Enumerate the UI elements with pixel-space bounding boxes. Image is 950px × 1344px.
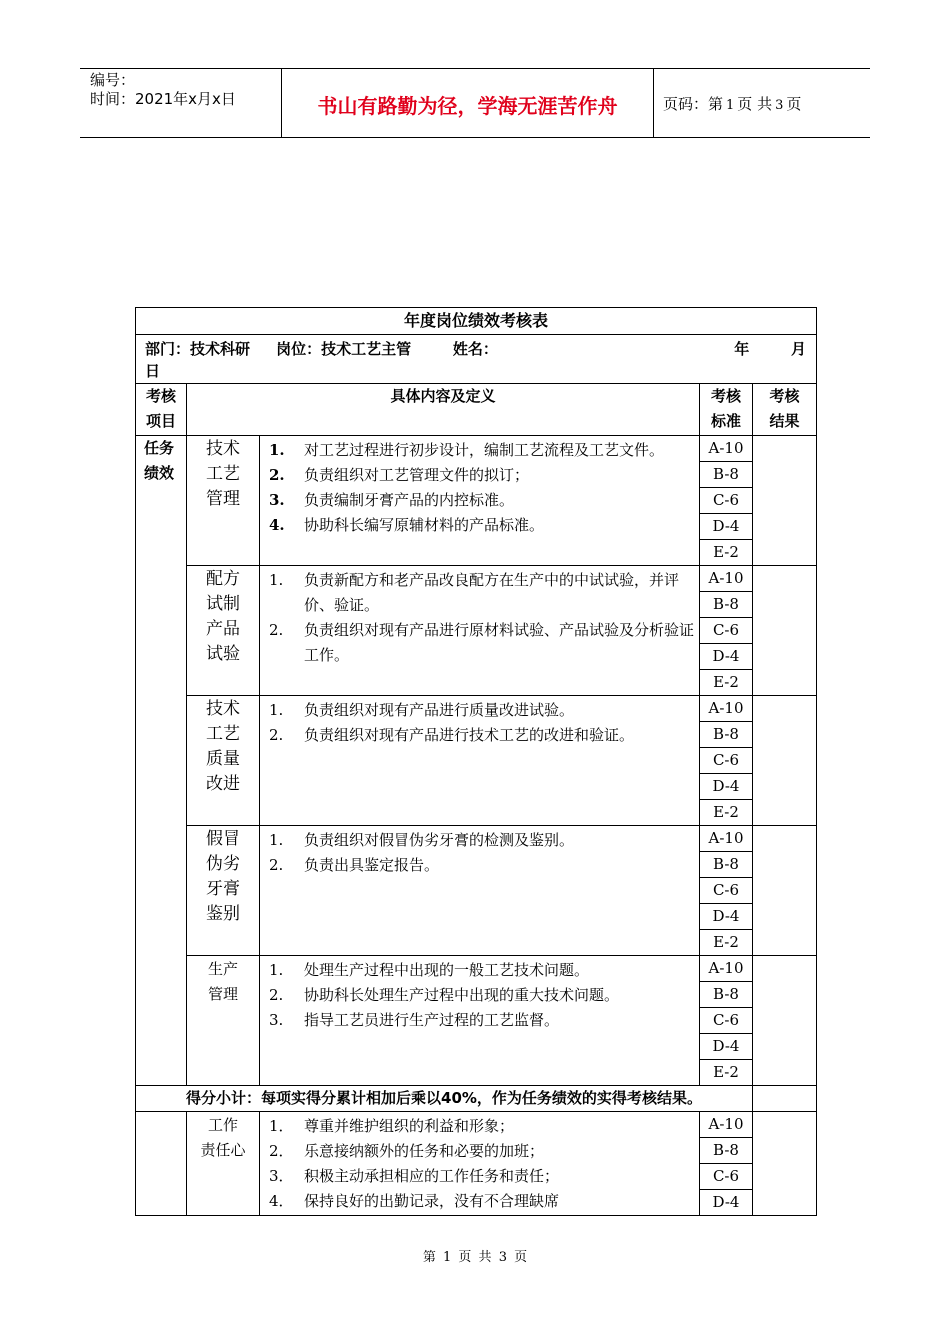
list-item xyxy=(260,698,699,723)
item-text: 指导工艺员进行生产过程的工艺监督。 xyxy=(304,1011,560,1029)
sub-item-name: 配方 试制 产品 试验 xyxy=(187,566,260,696)
list-item xyxy=(260,828,699,853)
list-item xyxy=(260,853,699,878)
item-number: 1. xyxy=(269,441,285,459)
col-header-content: 具体内容及定义 xyxy=(187,384,700,436)
grade-standard: A-10 xyxy=(700,956,753,982)
info-year-month: 年 月 xyxy=(734,340,807,358)
item-text: 负责组织对现有产品进行原材料试验、产品试验及分析验证工作。 xyxy=(304,621,695,664)
code-label: 编号： xyxy=(90,71,136,89)
sub-item-name: 技术 工艺 管理 xyxy=(187,436,260,566)
form-title: 年度岗位绩效考核表 xyxy=(136,308,817,335)
item-definitions xyxy=(260,696,700,826)
grade-standard: C-6 xyxy=(700,618,753,644)
grade-standard: E-2 xyxy=(700,1060,753,1086)
evaluation-table xyxy=(135,307,817,1216)
grade-standard: D-4 xyxy=(700,514,753,540)
list-item xyxy=(260,958,699,983)
result-cell[interactable] xyxy=(753,436,817,566)
col-header-item: 考核 项目 xyxy=(136,384,187,436)
item-number: 3. xyxy=(269,491,285,509)
subtotal-row xyxy=(136,1086,817,1112)
item-definitions xyxy=(260,436,700,566)
item-number: 2. xyxy=(269,856,284,874)
item-number: 4． xyxy=(269,1192,294,1210)
category-task-performance: 任务 绩效 xyxy=(136,436,187,1086)
item-text: 负责组织对现有产品进行技术工艺的改进和验证。 xyxy=(304,726,635,744)
grade-standard: B-8 xyxy=(700,722,753,748)
form-info xyxy=(136,335,817,384)
sub-item-name: 工作 责任心 xyxy=(187,1112,260,1216)
result-cell[interactable] xyxy=(753,696,817,826)
list-item xyxy=(260,618,699,668)
grade-standard: D-4 xyxy=(700,1034,753,1060)
grade-standard: A-10 xyxy=(700,826,753,852)
list-item xyxy=(260,1114,699,1139)
item-text: 尊重并维护组织的利益和形象； xyxy=(304,1117,515,1135)
subtotal-result[interactable] xyxy=(753,1086,817,1112)
table-row xyxy=(136,436,817,462)
grade-standard: C-6 xyxy=(700,748,753,774)
grade-standard: E-2 xyxy=(700,670,753,696)
result-cell[interactable] xyxy=(753,956,817,1086)
grade-standard: A-10 xyxy=(700,566,753,592)
col-header-result: 考核 结果 xyxy=(753,384,817,436)
grade-standard: B-8 xyxy=(700,1138,753,1164)
list-item xyxy=(260,488,699,513)
info-line: 部门：技术科研 岗位：技术工艺主管 姓名： xyxy=(145,340,498,358)
item-number: 2. xyxy=(269,466,285,484)
grade-standard: B-8 xyxy=(700,592,753,618)
item-definitions xyxy=(260,956,700,1086)
item-text: 负责组织对假冒伪劣牙膏的检测及鉴别。 xyxy=(304,831,575,849)
grade-standard: C-6 xyxy=(700,878,753,904)
sub-item-name: 技术 工艺 质量 改进 xyxy=(187,696,260,826)
grade-standard: C-6 xyxy=(700,1164,753,1190)
table-row xyxy=(136,826,817,852)
category-attitude xyxy=(136,1112,187,1216)
item-text: 负责组织对工艺管理文件的拟订； xyxy=(304,466,530,484)
page-header xyxy=(80,68,870,138)
result-cell[interactable] xyxy=(753,566,817,696)
item-text: 对工艺过程进行初步设计，编制工艺流程及工艺文件。 xyxy=(304,441,665,459)
item-number: 2. xyxy=(269,621,284,639)
item-text: 负责出具鉴定报告。 xyxy=(304,856,440,874)
item-text: 处理生产过程中出现的一般工艺技术问题。 xyxy=(304,961,590,979)
item-number: 2． xyxy=(269,1142,294,1160)
grade-standard: A-10 xyxy=(700,436,753,462)
item-text: 积极主动承担相应的工作任务和责任； xyxy=(304,1167,560,1185)
item-text: 保持良好的出勤记录，没有不合理缺席 xyxy=(304,1192,560,1210)
item-number: 1. xyxy=(269,961,284,979)
item-number: 1． xyxy=(269,1117,294,1135)
item-text: 负责新配方和老产品改良配方在生产中的中试试验，并评价、验证。 xyxy=(304,571,680,614)
grade-standard: C-6 xyxy=(700,488,753,514)
result-cell[interactable] xyxy=(753,826,817,956)
item-number: 1. xyxy=(269,571,284,589)
grade-standard: A-10 xyxy=(700,696,753,722)
list-item xyxy=(260,983,699,1008)
sub-item-name: 生产 管理 xyxy=(187,956,260,1086)
page-footer: 第 1 页 共 3 页 xyxy=(422,1250,528,1265)
item-text: 乐意接纳额外的任务和必要的加班； xyxy=(304,1142,545,1160)
table-row xyxy=(136,566,817,592)
table-row xyxy=(136,956,817,982)
motto: 书山有路勤为径，学海无涯苦作舟 xyxy=(317,94,618,118)
item-number: 4. xyxy=(269,516,285,534)
item-text: 负责组织对现有产品进行质量改进试验。 xyxy=(304,701,575,719)
grade-standard: B-8 xyxy=(700,462,753,488)
item-definitions xyxy=(260,826,700,956)
sub-item-name: 假冒 伪劣 牙膏 鉴别 xyxy=(187,826,260,956)
grade-standard: C-6 xyxy=(700,1008,753,1034)
item-text: 协助科长处理生产过程中出现的重大技术问题。 xyxy=(304,986,620,1004)
item-number: 1. xyxy=(269,701,284,719)
list-item xyxy=(260,513,699,538)
list-item xyxy=(260,723,699,748)
grade-standard: B-8 xyxy=(700,982,753,1008)
list-item xyxy=(260,1164,699,1189)
item-definitions xyxy=(260,1112,700,1216)
item-number: 2. xyxy=(269,986,284,1004)
list-item xyxy=(260,1139,699,1164)
item-text: 负责编制牙膏产品的内控标准。 xyxy=(304,491,515,509)
grade-standard: D-4 xyxy=(700,1190,753,1216)
date-label: 时间：2021年x月x日 xyxy=(90,90,236,108)
grade-standard: B-8 xyxy=(700,852,753,878)
header-meta xyxy=(90,71,236,109)
grade-standard: E-2 xyxy=(700,800,753,826)
table-row xyxy=(136,1112,817,1138)
grade-standard: E-2 xyxy=(700,540,753,566)
info-day: 日 xyxy=(145,362,161,380)
subtotal-text: 得分小计：每项实得分累计相加后乘以40%，作为任务绩效的实得考核结果。 xyxy=(136,1086,753,1112)
col-header-standard: 考核 标准 xyxy=(700,384,753,436)
grade-standard: D-4 xyxy=(700,644,753,670)
item-definitions xyxy=(260,566,700,696)
list-item xyxy=(260,463,699,488)
item-text: 协助科长编写原辅材料的产品标准。 xyxy=(304,516,545,534)
grade-standard: D-4 xyxy=(700,774,753,800)
result-cell[interactable] xyxy=(753,1112,817,1216)
list-item xyxy=(260,568,699,618)
item-number: 3． xyxy=(269,1167,294,1185)
item-number: 2. xyxy=(269,726,284,744)
grade-standard: E-2 xyxy=(700,930,753,956)
list-item xyxy=(260,1189,699,1214)
grade-standard: A-10 xyxy=(700,1112,753,1138)
page-indicator: 页码：第 1 页 共 3 页 xyxy=(663,95,802,113)
grade-standard: D-4 xyxy=(700,904,753,930)
list-item xyxy=(260,1008,699,1033)
item-number: 1. xyxy=(269,831,284,849)
table-row xyxy=(136,696,817,722)
header-divider xyxy=(653,69,654,137)
list-item xyxy=(260,438,699,463)
item-number: 3. xyxy=(269,1011,284,1029)
